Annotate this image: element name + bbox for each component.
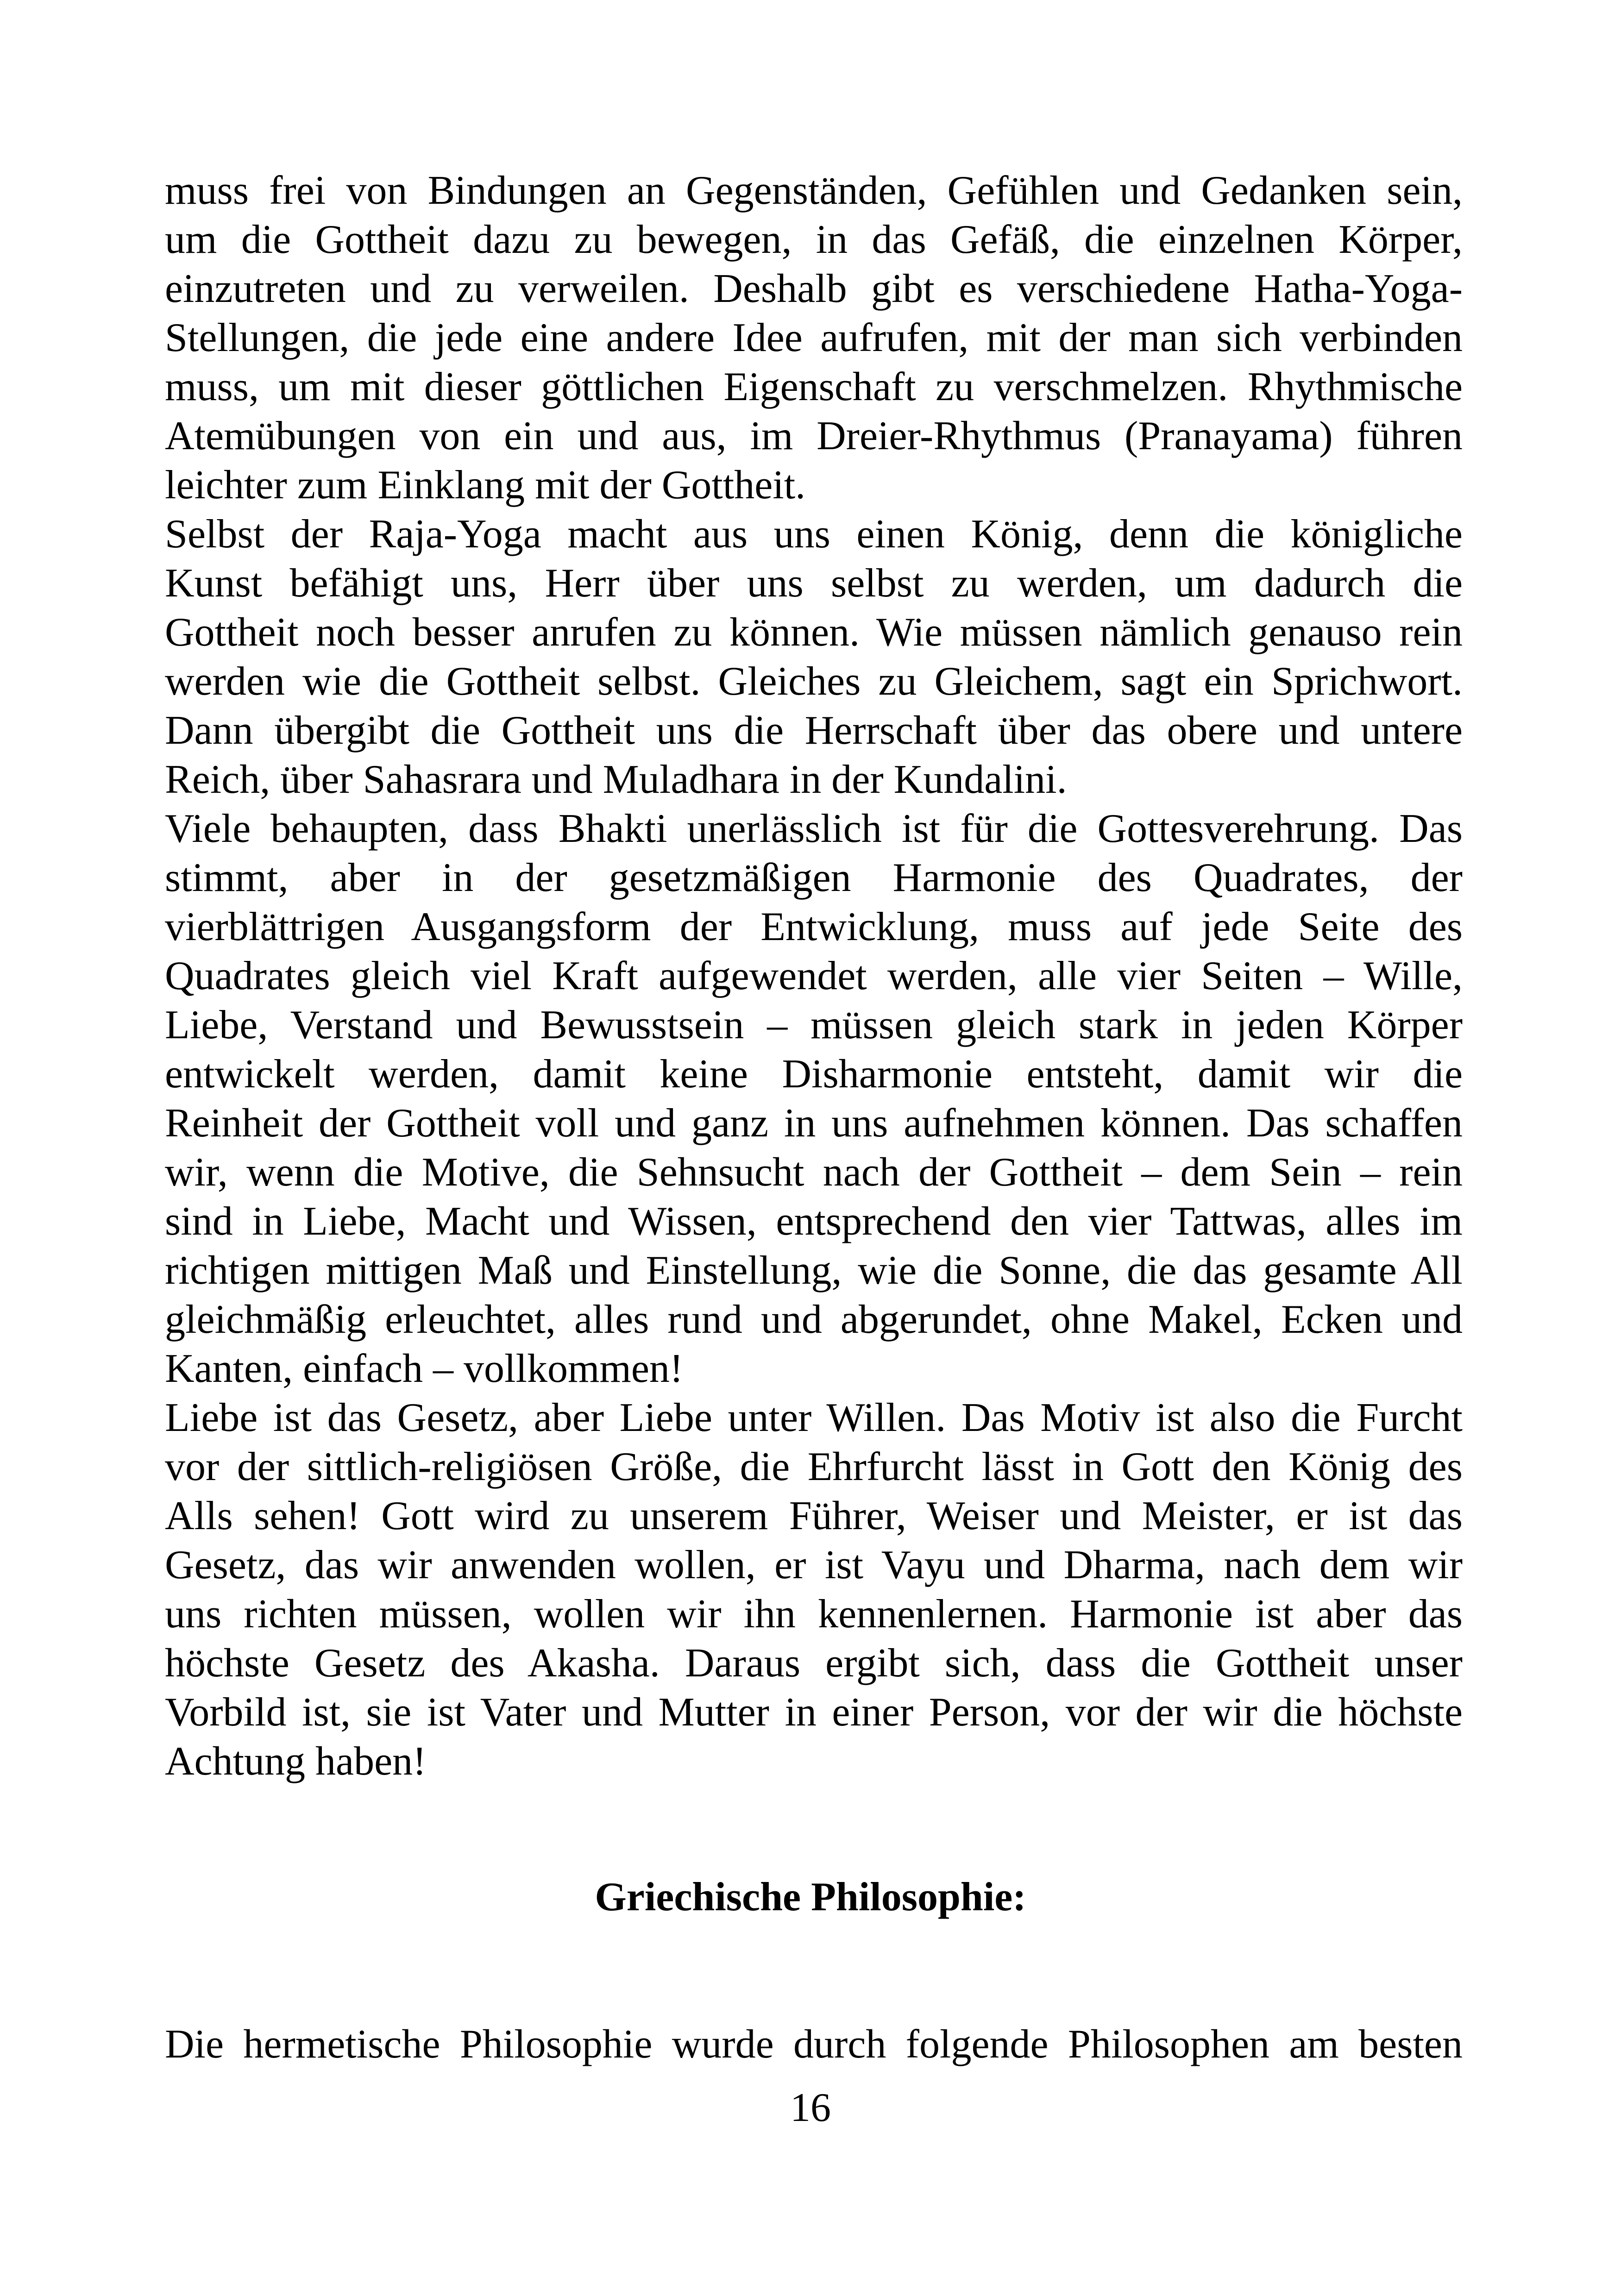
text-line: uns richten müssen, wollen wir ihn kennenlernen. Harmonie ist aber das bbox=[165, 1592, 1463, 1637]
text-line: Kanten, einfach – vollkommen! bbox=[165, 1346, 684, 1391]
text-line: einzutreten und zu verweilen. Deshalb gibt es verschiedene Hatha-Yoga- bbox=[165, 266, 1463, 311]
text-line: Atemübungen von ein und aus, im Dreier-Rhythmus (Pranayama) führen bbox=[165, 414, 1463, 458]
text-line: muss, um mit dieser göttlichen Eigenschaft zu verschmelzen. Rhythmische bbox=[165, 364, 1463, 409]
page-number: 16 bbox=[790, 2085, 831, 2130]
body-text bbox=[165, 166, 1463, 1786]
text-line: um die Gottheit dazu zu bewegen, in das Gefäß, die einzelnen Körper, bbox=[165, 217, 1463, 262]
text-line: Reich, über Sahasrara und Muladhara in der Kundalini. bbox=[165, 757, 1067, 802]
text-line: Alls sehen! Gott wird zu unserem Führer, Weiser und Meister, er ist das bbox=[165, 1493, 1463, 1538]
text-line: richtigen mittigen Maß und Einstellung, wie die Sonne, die das gesamte All bbox=[165, 1248, 1463, 1293]
text-line: sind in Liebe, Macht und Wissen, entsprechend den vier Tattwas, alles im bbox=[165, 1199, 1463, 1244]
text-line: stimmt, aber in der gesetzmäßigen Harmonie des Quadrates, der bbox=[165, 855, 1463, 900]
paragraph bbox=[165, 804, 1463, 1393]
text-line: Quadrates gleich viel Kraft aufgewendet werden, alle vier Seiten – Wille, bbox=[165, 954, 1463, 998]
text-line: höchste Gesetz des Akasha. Daraus ergibt sich, dass die Gottheit unser bbox=[165, 1641, 1463, 1686]
text-line: entwickelt werden, damit keine Disharmonie entsteht, damit wir die bbox=[165, 1052, 1463, 1097]
text-line: Stellungen, die jede eine andere Idee aufrufen, mit der man sich verbinden bbox=[165, 315, 1463, 360]
text-line: Selbst der Raja-Yoga macht aus uns einen König, denn die königliche bbox=[165, 512, 1463, 557]
text-line: Achtung haben! bbox=[165, 1739, 427, 1784]
text-line: Dann übergibt die Gottheit uns die Herrschaft über das obere und untere bbox=[165, 708, 1463, 753]
text-line: werden wie die Gottheit selbst. Gleiches zu Gleichem, sagt ein Sprichwort. bbox=[165, 659, 1463, 704]
text-line: vor der sittlich-religiösen Größe, die Ehrfurcht lässt in Gott den König des bbox=[165, 1444, 1463, 1489]
text-line: Viele behaupten, dass Bhakti unerlässlich ist für die Gottesverehrung. Das bbox=[165, 806, 1463, 851]
text-line: Liebe, Verstand und Bewusstsein – müssen gleich stark in jeden Körper bbox=[165, 1003, 1463, 1048]
text-line: Vorbild ist, sie ist Vater und Mutter in einer Person, vor der wir die höchste bbox=[165, 1690, 1463, 1735]
paragraph bbox=[165, 166, 1463, 510]
text-line: Kunst befähigt uns, Herr über uns selbst zu werden, um dadurch die bbox=[165, 561, 1463, 606]
text-line: Die hermetische Philosophie wurde durch folgende Philosophen am besten bbox=[165, 2022, 1463, 2067]
text-line: Liebe ist das Gesetz, aber Liebe unter Willen. Das Motiv ist also die Furcht bbox=[165, 1395, 1463, 1440]
section-heading: Griechische Philosophie: bbox=[595, 1875, 1026, 1920]
text-line: vierblättrigen Ausgangsform der Entwicklung, muss auf jede Seite des bbox=[165, 904, 1463, 949]
text-line: leichter zum Einklang mit der Gottheit. bbox=[165, 463, 806, 508]
paragraph bbox=[165, 1393, 1463, 1786]
text-line: Gottheit noch besser anrufen zu können. Wie müssen nämlich genauso rein bbox=[165, 610, 1463, 655]
text-line: gleichmäßig erleuchtet, alles rund und abgerundet, ohne Makel, Ecken und bbox=[165, 1297, 1463, 1342]
text-line: Reinheit der Gottheit voll und ganz in uns aufnehmen können. Das schaffen bbox=[165, 1101, 1463, 1146]
paragraph bbox=[165, 510, 1463, 804]
text-line: wir, wenn die Motive, die Sehnsucht nach der Gottheit – dem Sein – rein bbox=[165, 1150, 1463, 1195]
text-line: muss frei von Bindungen an Gegenständen, Gefühlen und Gedanken sein, bbox=[165, 168, 1463, 213]
text-line: Gesetz, das wir anwenden wollen, er ist Vayu und Dharma, nach dem wir bbox=[165, 1543, 1463, 1587]
